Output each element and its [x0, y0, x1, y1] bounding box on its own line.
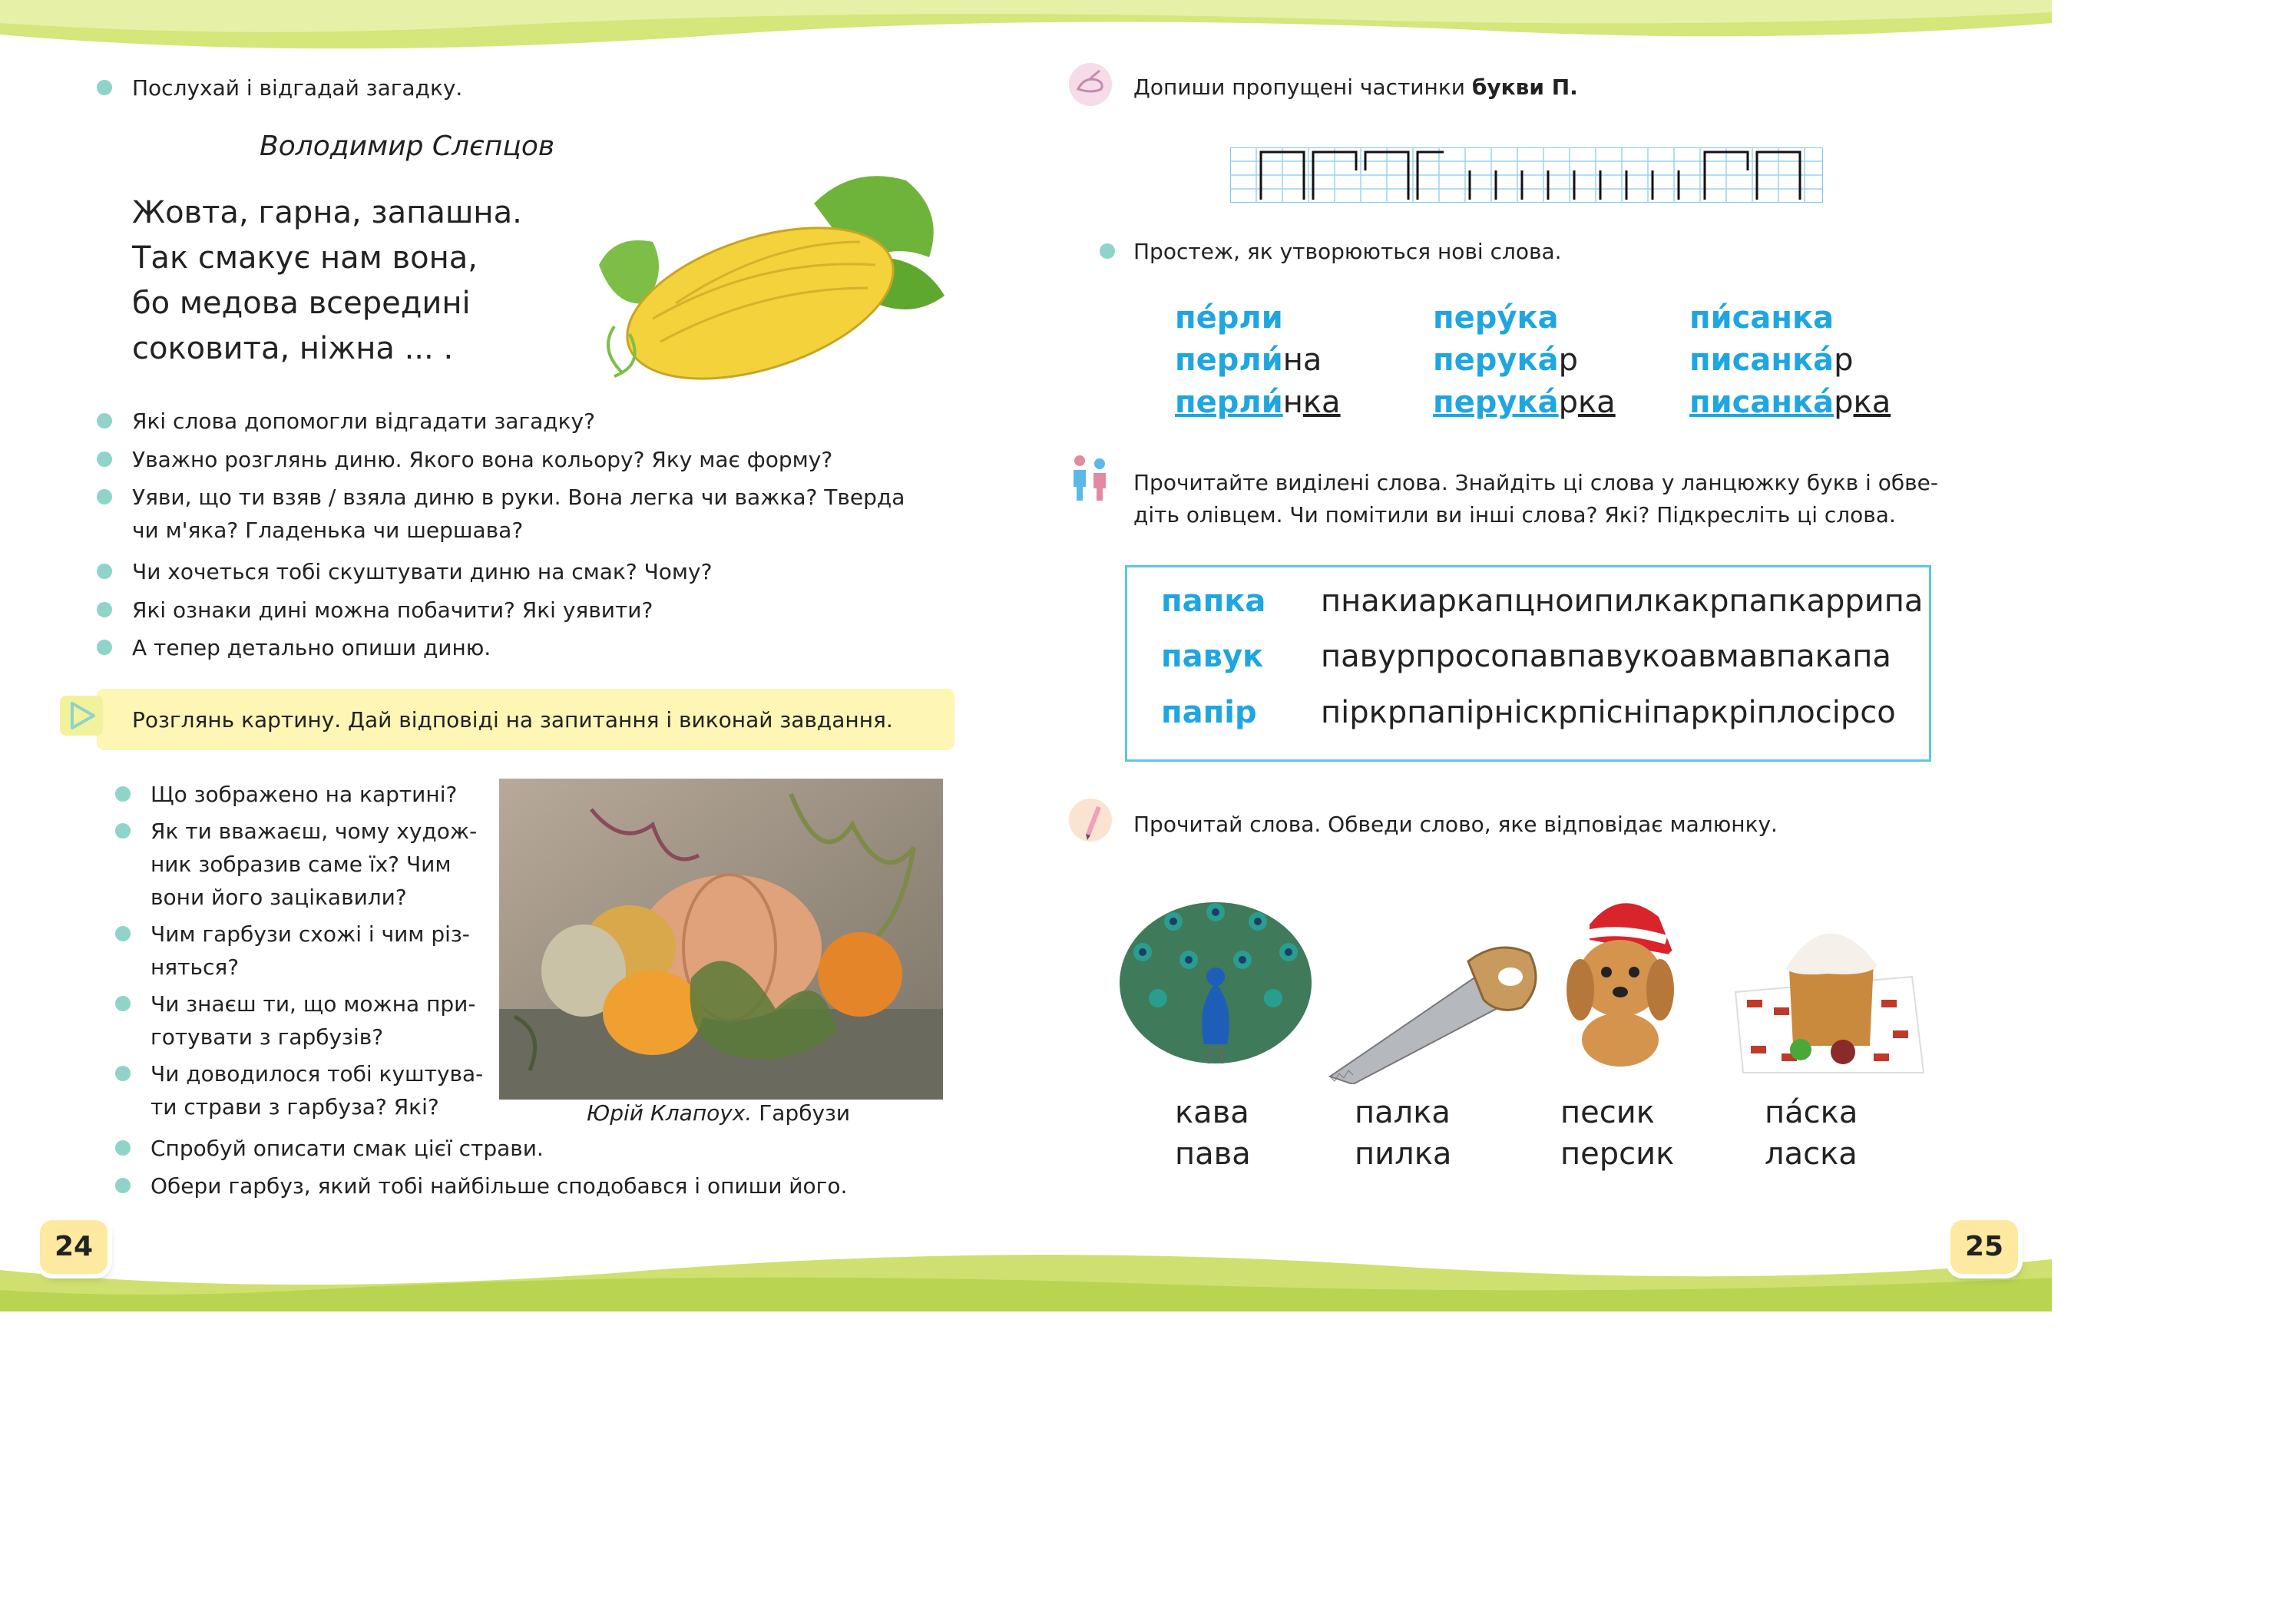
- bullet: [115, 1066, 131, 1081]
- word-choice[interactable]: пилка: [1355, 1136, 1452, 1172]
- picture-question-continuation: вони його зацікавили?: [151, 885, 407, 910]
- task4-text: Прочитай слова. Обведи слово, яке відповідає малюнку.: [1133, 812, 1778, 837]
- picture-question: Як ти вважаєш, чому худож-: [151, 819, 478, 844]
- bullet: [97, 489, 112, 504]
- word-stem: перли́: [1175, 342, 1283, 378]
- poem-line: Жовта, гарна, запашна.: [132, 195, 522, 230]
- word-suffix: ка: [1302, 385, 1341, 420]
- word-suffix: ка: [1578, 385, 1616, 420]
- word-stem: перука́: [1433, 385, 1559, 420]
- bullet: [1100, 243, 1115, 259]
- word-choice-group-1: [1175, 1092, 1251, 1175]
- word-stem: перли́: [1175, 385, 1283, 420]
- word: перу́ка: [1433, 300, 1559, 336]
- intro-text: Послухай і відгадай загадку.: [132, 75, 463, 101]
- word-column-1: [1175, 297, 1341, 424]
- word-suffix: р: [1558, 342, 1579, 378]
- word-choice[interactable]: пава: [1175, 1136, 1251, 1172]
- bullet: [115, 996, 131, 1011]
- melon-illustration: [584, 150, 957, 380]
- word-choice[interactable]: персик: [1560, 1136, 1675, 1172]
- word-stem: писанка́: [1689, 342, 1834, 378]
- peacock-image: [1112, 891, 1319, 1067]
- play-icon: [60, 696, 103, 736]
- bullet: [115, 1178, 131, 1193]
- question: А тепер детально опиши диню.: [132, 635, 491, 660]
- word-suffix: р: [1558, 385, 1579, 420]
- picture-question-continuation: готувати з гарбузів?: [151, 1024, 384, 1050]
- page-number-left: 24: [40, 1220, 108, 1274]
- task1-text: [1133, 71, 1578, 104]
- picture-question: Обери гарбуз, який тобі найбільше сподобався і опиши його.: [151, 1173, 848, 1199]
- picture-question: Чим гарбузи схожі і чим різ-: [151, 921, 470, 947]
- picture-question-continuation: ти страви з гарбуза? Які?: [151, 1094, 439, 1120]
- bullet: [97, 80, 112, 95]
- task3-line2: діть олівцем. Чи помітили ви інші слова? Які? Підкресліть ці слова.: [1133, 502, 1896, 528]
- bullet: [115, 786, 131, 802]
- word-choice[interactable]: палка: [1355, 1095, 1451, 1130]
- word-stem: перука́: [1433, 342, 1559, 378]
- picture-question: Спробуй описати смак цієї страви.: [151, 1136, 544, 1161]
- pencil-icon: [1069, 799, 1112, 842]
- task1-bold: букви П.: [1471, 74, 1578, 100]
- picture-question: Чи доводилося тобі куштува-: [151, 1061, 484, 1087]
- page-number-right: 25: [1950, 1220, 2018, 1274]
- word-suffix: р: [1834, 342, 1854, 378]
- picture-question-continuation: няться?: [151, 954, 240, 980]
- question: Уяви, що ти взяв / взяла диню в руки. Вона легка чи важка? Тверда: [132, 485, 905, 510]
- saw-image: [1322, 931, 1543, 1084]
- picture-question: Чи знаєш ти, що можна при-: [151, 991, 476, 1017]
- chain-target-word: папка: [1161, 584, 1266, 619]
- letter-chain[interactable]: піркрпапірніскрпісніпаркріплосірсо: [1321, 695, 1896, 730]
- word-choice[interactable]: ласка: [1765, 1136, 1858, 1172]
- word-choice[interactable]: песик: [1560, 1095, 1655, 1130]
- top-wave-decoration: [0, 0, 2052, 61]
- question: Які слова допомогли відгадати загадку?: [132, 408, 595, 434]
- poem-line: Так смакує нам вона,: [132, 240, 478, 276]
- bullet: [115, 823, 131, 838]
- bottom-wave-decoration: [0, 1213, 2052, 1311]
- word-choice-group-4: [1765, 1092, 1858, 1175]
- question-continuation: чи м'яка? Гладенька чи шершава?: [132, 518, 524, 543]
- word-column-3: [1689, 297, 1891, 424]
- question: Уважно розглянь диню. Якого вона кольору? Яку має форму?: [132, 447, 833, 472]
- task3-line1: Прочитайте виділені слова. Знайдіть ці слова у ланцюжку букв і обве-: [1133, 470, 1938, 495]
- word-suffix: н: [1282, 385, 1303, 420]
- handwriting-grid[interactable]: [1230, 147, 1823, 203]
- pair-work-icon: [1066, 453, 1113, 502]
- letter-chain[interactable]: павурпросопавпавукоавмавпакапа: [1321, 639, 1891, 674]
- question: Чи хочеться тобі скуштувати диню на смак? Чому?: [132, 559, 713, 584]
- word-choice-group-2: [1355, 1092, 1451, 1175]
- picture-question: Що зображено на картині?: [151, 782, 458, 807]
- chain-target-word: папір: [1161, 695, 1257, 730]
- word: пи́санка: [1689, 300, 1834, 336]
- task2-text: Простеж, як утворюються нові слова.: [1133, 239, 1562, 264]
- painting-author: Юрій Клапоух.: [587, 1100, 753, 1126]
- question: Які ознаки дині можна побачити? Які уявити?: [132, 597, 653, 623]
- bullet: [97, 451, 112, 467]
- pumpkins-painting: [499, 779, 943, 1100]
- poem-author: Володимир Слєпцов: [260, 131, 555, 162]
- word-stem: писанка́: [1689, 385, 1834, 420]
- word-suffix: р: [1834, 385, 1854, 420]
- bullet: [97, 640, 112, 655]
- picture-question-continuation: ник зобразив саме їх? Чим: [151, 852, 452, 877]
- word-choice-group-3: [1560, 1092, 1674, 1175]
- word-choice[interactable]: кава: [1175, 1095, 1249, 1130]
- bullet: [115, 1140, 131, 1156]
- painting-caption: [587, 1100, 850, 1126]
- word-suffix: на: [1282, 342, 1322, 378]
- word-suffix: ка: [1853, 385, 1891, 420]
- picture-task-text: Розглянь картину. Дай відповіді на запитання і виконай завдання.: [132, 707, 893, 733]
- riddle-poem: [132, 190, 522, 372]
- poem-line: соковита, ніжна ... .: [132, 331, 454, 366]
- letter-chain[interactable]: пнакиаркапцноипилкакрпапкаррипа: [1321, 584, 1924, 619]
- task1-prefix: Допиши пропущені частинки: [1133, 74, 1472, 100]
- chain-target-word: павук: [1161, 639, 1264, 674]
- bullet: [97, 413, 112, 428]
- poem-line: бо медова всередині: [132, 286, 471, 321]
- easter-bread-image: [1728, 900, 1927, 1077]
- bullet: [115, 926, 131, 941]
- puppy-image: [1543, 886, 1697, 1070]
- word: пе́рли: [1175, 300, 1283, 336]
- word-choice[interactable]: па́ска: [1765, 1095, 1858, 1130]
- word-column-2: [1433, 297, 1616, 424]
- painting-title: Гарбузи: [752, 1100, 851, 1126]
- bullet: [97, 602, 112, 617]
- bullet: [97, 564, 112, 579]
- writing-hand-icon: [1069, 63, 1112, 106]
